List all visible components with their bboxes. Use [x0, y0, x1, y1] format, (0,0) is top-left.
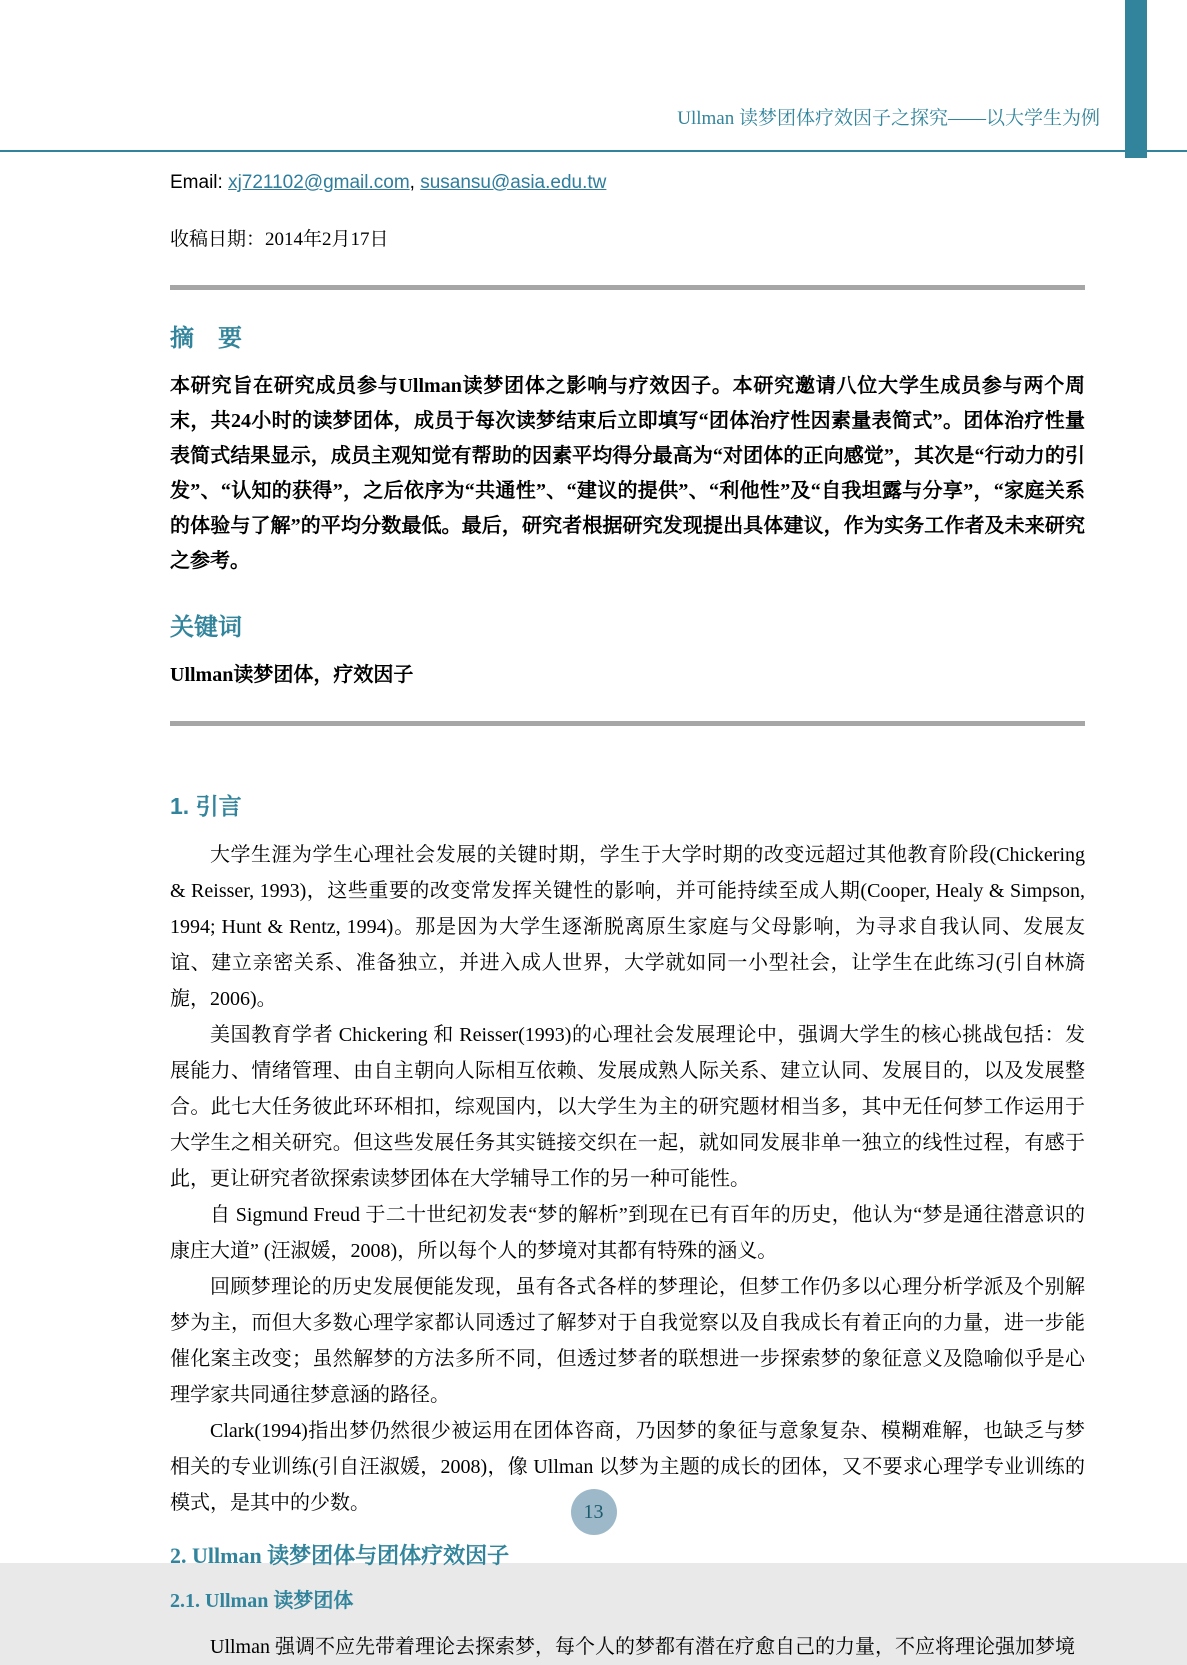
page-number-badge: 13 — [571, 1489, 617, 1535]
corner-accent-bar — [1125, 0, 1147, 158]
paragraph: 自 Sigmund Freud 于二十世纪初发表“梦的解析”到现在已有百年的历史，他认为“梦是通往潜意识的康庄大道” (汪淑媛，2008)，所以每个人的梦境对其都有特殊的涵义。 — [170, 1204, 1085, 1262]
page-footer — [0, 1489, 1187, 1535]
paragraph: Ullman 强调不应先带着理论去探索梦，每个人的梦都有潜在疗愈自己的力量，不应将理论强加梦境 — [210, 1636, 1075, 1658]
received-date: 收稿日期：2014年2月17日 — [170, 229, 389, 250]
email-label: Email: — [170, 172, 229, 193]
paragraph: 回顾梦理论的历史发展便能发现，虽有各式各样的梦理论，但梦工作仍多以心理分析学派及个别解梦为主，而但大多数心理学家都认同透过了解梦对于自我觉察以及自我成长有着正向的力量，进一步能催化案主改变；虽然解梦的方法多所不同，但透过梦者的联想进一步探索梦的象征意义及隐喻似乎是心理学家共同通往梦意涵的路径。 — [170, 1276, 1085, 1406]
keywords-heading: 关键词 — [170, 614, 242, 641]
paragraph: 美国教育学者 Chickering 和 Reisser(1993)的心理社会发展理论中，强调大学生的核心挑战包括：发展能力、情绪管理、由自主朝向人际相互依赖、发展成熟人际关系、建立认同、发展目的，以及发展整合。此七大任务彼此环环相扣，综观国内，以大学生为主的研究题材相当多，其中无任何梦工作运用于大学生之相关研究。但这些发展任务其实链接交织在一起，就如同发展非单一独立的线性过程，有感于此，更让研究者欲探索读梦团体在大学辅导工作的另一种可能性。 — [170, 1024, 1085, 1190]
divider-bottom — [170, 721, 1085, 726]
email-link-2[interactable]: susansu@asia.edu.tw — [420, 172, 607, 193]
paragraph: Clark(1994)指出梦仍然很少被运用在团体咨商，乃因梦的象征与意象复杂、模糊难解，也缺乏与梦相关的专业训练(引自汪淑媛，2008)，像 Ullman 以梦为主题的成长的团体，又不要求心理学专业训练的模式，是其中的少数。 — [170, 1420, 1085, 1514]
email-separator: , — [409, 172, 421, 193]
running-head-title: Ullman 读梦团体疗效因子之探究——以大学生为例 — [677, 108, 1100, 129]
divider-top — [170, 285, 1085, 290]
email-link-1[interactable]: xj721102@gmail.com — [228, 172, 410, 193]
abstract-heading: 摘 要 — [170, 325, 242, 352]
section-2-heading: 2. Ullman 读梦团体与团体疗效因子 — [170, 1543, 510, 1568]
abstract-body: 本研究旨在研究成员参与Ullman读梦团体之影响与疗效因子。本研究邀请八位大学生成员参与两个周末，共24小时的读梦团体，成员于每次读梦结束后立即填写“团体治疗性因素量表简式”。团体治疗性量表简式结果显示，成员主观知觉有帮助的因素平均得分最高为“对团体的正向感觉”，其次是“行动力的引发”、“认知的获得”，之后依序为“共通性”、“建议的提供”、“利他性”及“自我坦露与分享”，“家庭关系的体验与了解”的平均分数最低。最后，研究者根据研究发现提出具体建议，作为实务工作者及未来研究之参考。 — [170, 375, 1085, 572]
keywords-body: Ullman读梦团体，疗效因子 — [170, 664, 414, 686]
section-2-1-heading: 2.1. Ullman 读梦团体 — [170, 1590, 354, 1612]
section-1-heading: 1. 引言 — [170, 793, 242, 819]
email-line — [170, 172, 1085, 194]
content-column — [170, 160, 1085, 1665]
header-divider — [0, 150, 1187, 152]
paragraph: 大学生涯为学生心理社会发展的关键时期，学生于大学时期的改变远超过其他教育阶段(Chickering & Reisser, 1993)，这些重要的改变常发挥关键性的影响，并可能持续至成人期(Cooper, Healy & Simpson, 1994; Hunt & Rentz, 1994)。那是因为大学生逐渐脱离原生家庭与父母影响，为寻求自我认同、发展友谊、建立亲密关系、准备独立，并进入成人世界，大学就如同一小型社会，让学生在此练习(引自林旖旎，2006)。 — [170, 844, 1085, 1010]
